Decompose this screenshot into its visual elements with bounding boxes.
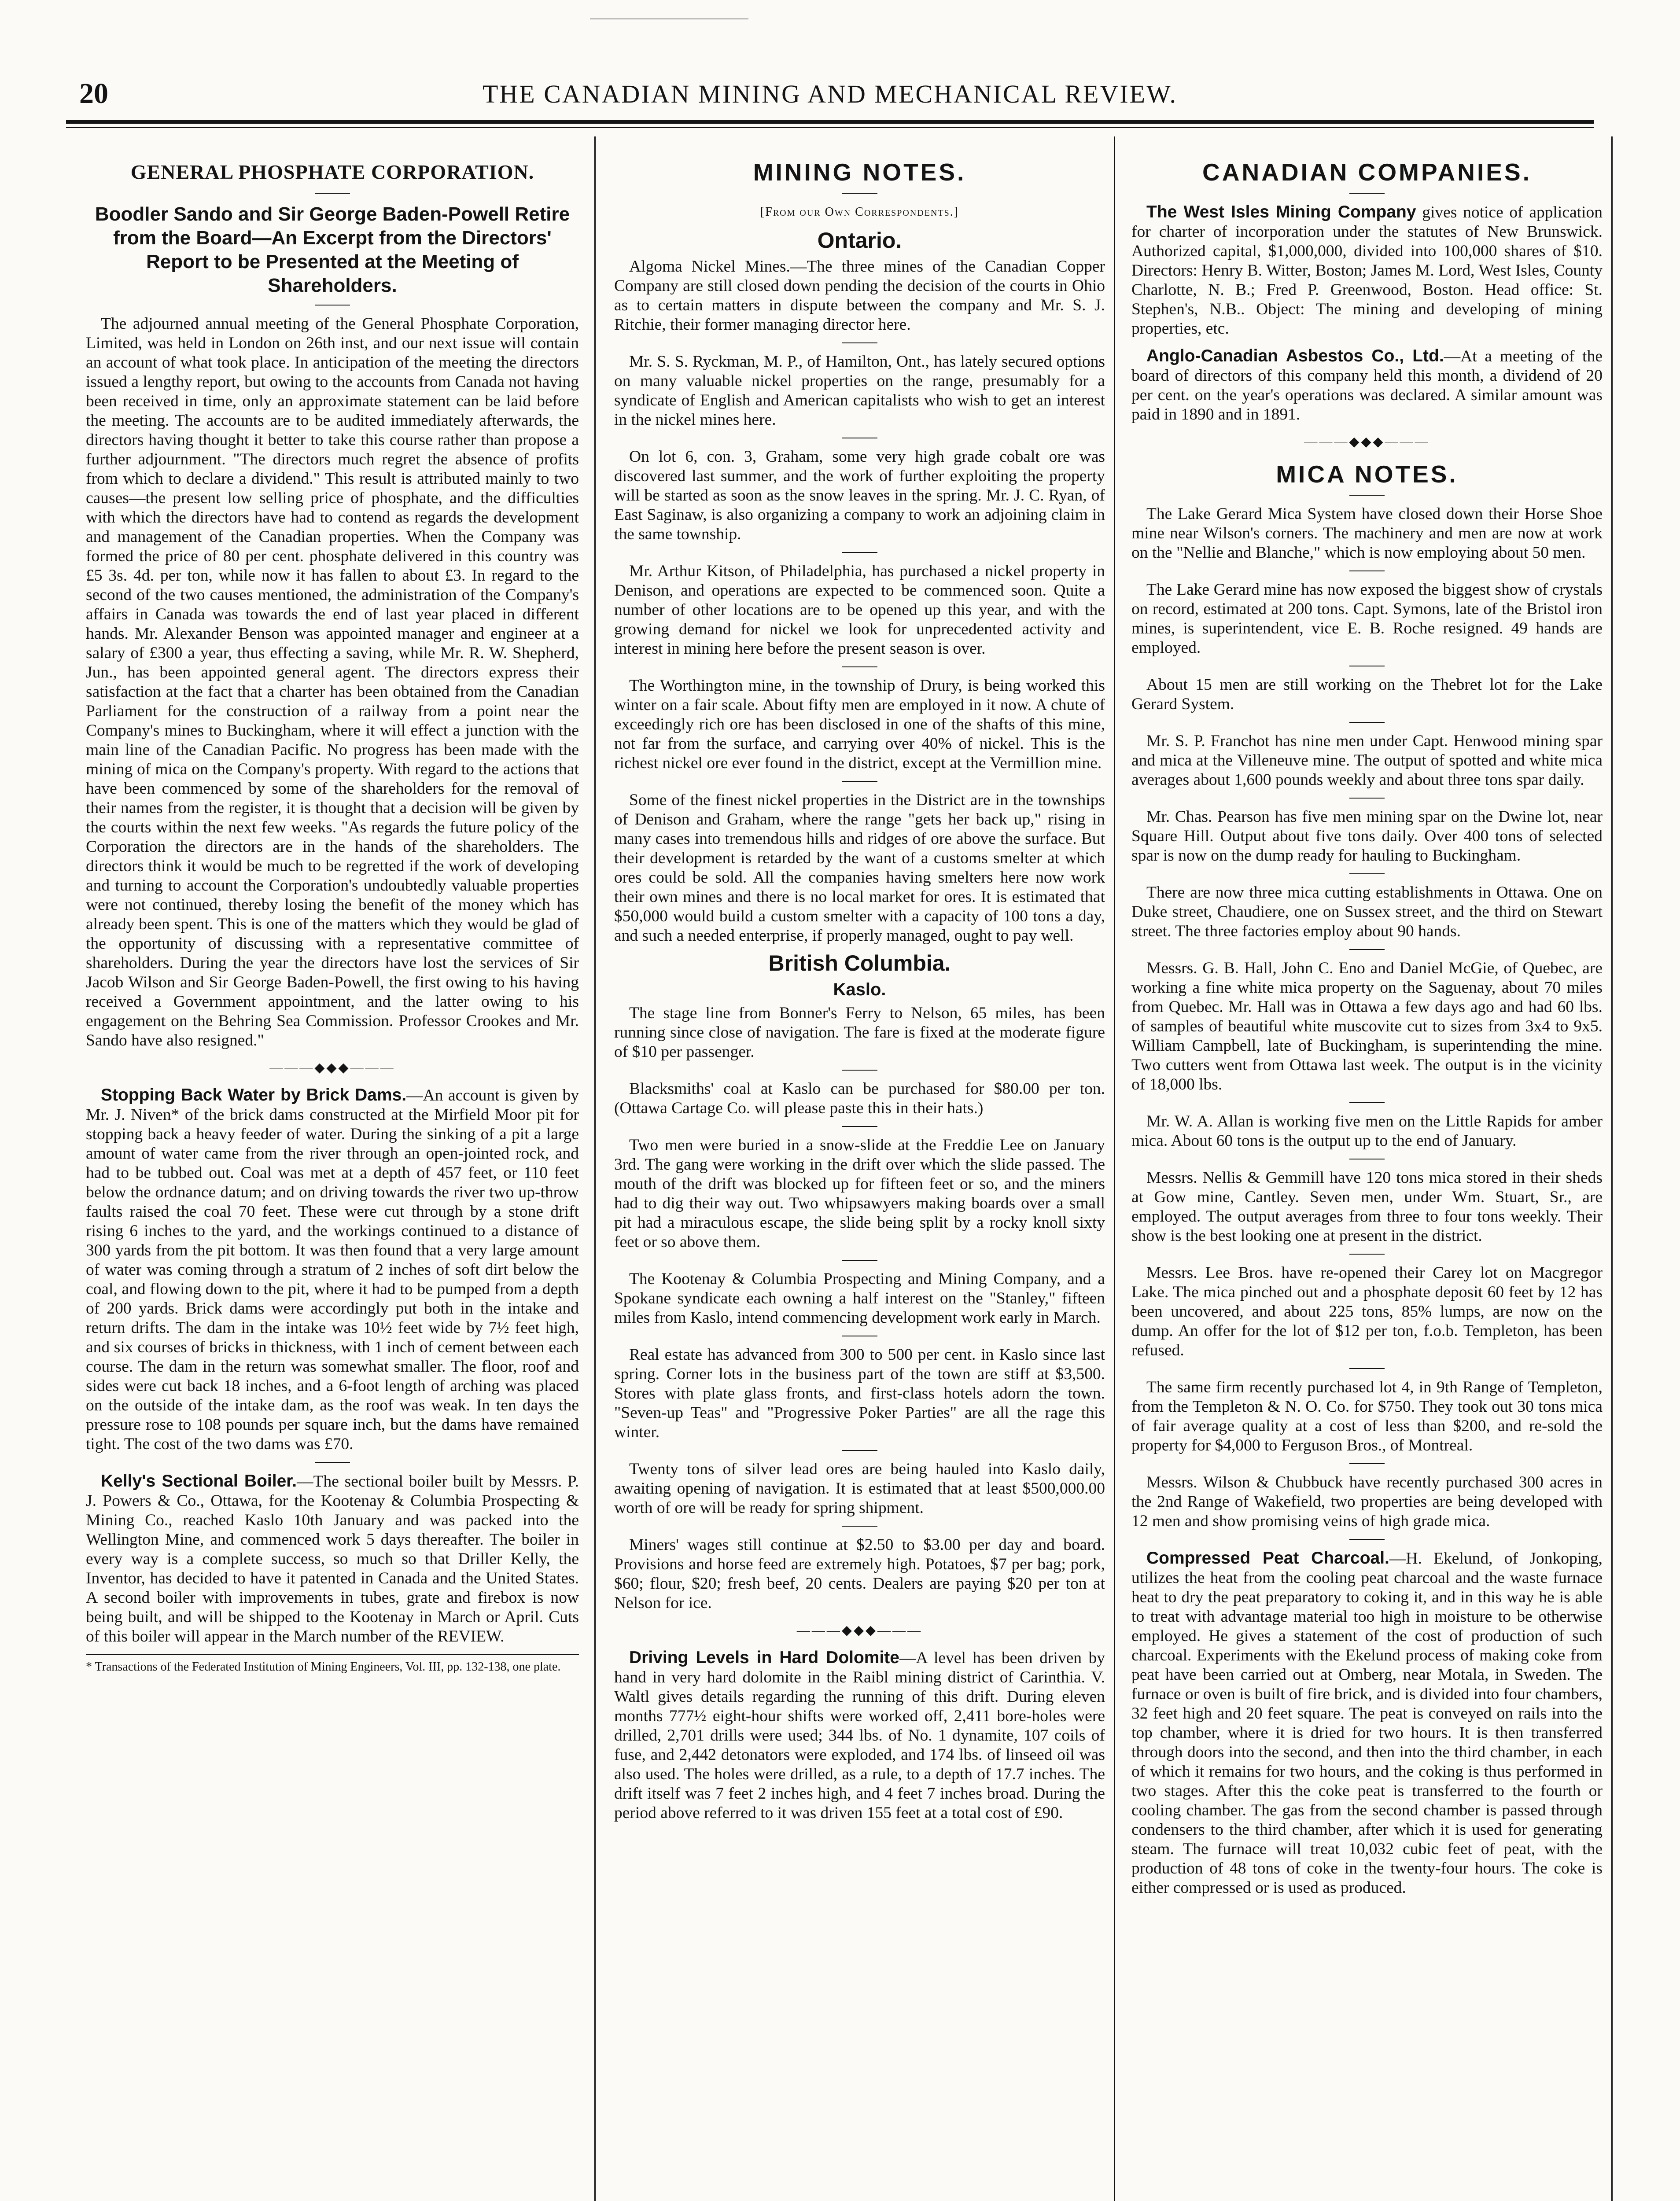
short-rule	[842, 552, 877, 553]
short-rule	[842, 1526, 877, 1527]
news-item: Mr. Arthur Kitson, of Philadelphia, has purchased a nickel property in Denison, and operations are expected to be commenced soon. Quite a number of other locations are to be opened up this year, and with the growing demand for nickel we look for unprecedented activity and interest in mining here before the present season is over.	[614, 562, 1105, 658]
company-notice: Anglo-Canadian Asbestos Co., Ltd.—At a meeting of the board of directors of this company held this month, a dividend of 20 per cent. on the year's operations was declared. A similar amount was paid in 1890 and in 1891.	[1131, 346, 1603, 423]
news-item: Miners' wages still continue at $2.50 to $3.00 per day and board. Provisions and horse feed are extremely high. Potatoes, $7 per bag; pork, $60; flour, $20; fresh beef, 20 cents. Dealers are paying $20 per ton at Nelson for ice.	[614, 1536, 1105, 1612]
news-item: Mr. S. P. Franchot has nine men under Capt. Henwood mining spar and mica at the Villeneuve mine. The output of spotted and white mica averages about 1,600 pounds weekly and about three tons spar daily.	[1131, 732, 1603, 789]
news-item: Messrs. Nellis & Gemmill have 120 tons mica stored in their sheds at Gow mine, Cantley. Seven men, under Wm. Stuart, Sr., are employed. The output averages from three to four tons weekly. Their show is the best looking one at present in the district.	[1131, 1169, 1603, 1245]
column-middle	[614, 150, 1105, 1831]
article-lead: Driving Levels in Hard Dolomite	[629, 1648, 899, 1667]
news-item: The Lake Gerard Mica System have closed down their Horse Shoe mine near Wilson's corners. The machinery and men are now at work on the "Nellie and Blanche," which is now employing about 50 men.	[1131, 505, 1603, 562]
column-divider	[1114, 136, 1115, 2201]
journal-title: THE CANADIAN MINING AND MECHANICAL REVIEW.	[482, 80, 1178, 108]
company-name: The West Isles Mining Company	[1146, 202, 1416, 221]
column-left	[86, 150, 579, 1675]
page-number: 20	[79, 77, 108, 110]
short-rule	[842, 1070, 877, 1071]
short-rule	[842, 1450, 877, 1451]
section-heading: MINING NOTES.	[753, 158, 966, 186]
news-item: Some of the finest nickel properties in the District are in the townships of Denison and Graham, where the range "gets her back up," rising in many cases into tremendous hills and ridges of ore above the surface. But their development is retarded by the want of a customs smelter at which ores could be sold. All the companies having smelters here now work their own mines and there is no local market for ores. It is estimated that $50,000 would build a custom smelter with a capacity of 100 tons a day, and such a needed enterprise, if properly managed, ought to pay well.	[614, 791, 1105, 945]
short-rule	[1349, 495, 1385, 496]
news-item: Mr. W. A. Allan is working five men on the Little Rapids for amber mica. About 60 tons is the output up to the end of January.	[1131, 1112, 1603, 1150]
short-rule	[1349, 1254, 1385, 1255]
short-rule	[1349, 1368, 1385, 1369]
news-item: Two men were buried in a snow-slide at the Freddie Lee on January 3rd. The gang were working in the drift over which the slide passed. The mouth of the drift was blocked up for fifteen feet or so, and the miners had to dig their way out. Two whipsawyers making boards over a small pit had a miraculous escape, the slide being split by a rocky knoll sixty feet or so above them.	[614, 1136, 1105, 1251]
subregion-heading: Kaslo.	[833, 980, 886, 999]
news-item: Twenty tons of silver lead ores are being hauled into Kaslo daily, awaiting opening of navigation. It is estimated that at least $500,000.00 worth of ore will be ready for spring shipment.	[614, 1460, 1105, 1517]
company-notice: The West Isles Mining Company gives notice of application for charter of incorporation under the statutes of New Brunswick. Authorized capital, $1,000,000, divided into 100,000 shares of $10. Directors: Henry B. Witter, Boston; James M. Lord, West Isles, County Charlotte, N. B.; Fred P. Greenwood, Boston. Head office: St. Stephen's, N.B.. Object: The mining and developing of mining properties, etc.	[1131, 202, 1603, 338]
short-rule	[1349, 1463, 1385, 1464]
scan-edge-mark	[590, 8, 748, 19]
news-item: Messrs. Lee Bros. have re-opened their Carey lot on Macgregor Lake. The mica pinched out and a phosphate deposit 60 feet by 12 has been uncovered, and about 225 tons, 85% lumps, are now on the dump. An offer for the lot of $12 per ton, f.o.b. Templeton, has been refused.	[1131, 1264, 1603, 1359]
article-lead: Kelly's Sectional Boiler.	[101, 1472, 297, 1491]
region-heading: British Columbia.	[768, 951, 951, 975]
article-body: The adjourned annual meeting of the General Phosphate Corporation, Limited, was held in London on 26th inst, and our next issue will contain an account of what took place. In anticipation of the meeting the directors issued a lengthy report, but owing to the accounts from Canada not having been received in time, only an approximate statement can be laid before the meeting. The accounts are to be audited immediately afterwards, the directors having thought it better to take this course rather than propose a further adjournment. "The directors much regret the absence of profits from which to declare a dividend." This result is attributed mainly to two causes—the present low selling price of phosphate, and the difficulties with which the directors have had to contend as regards the development and management of the Canadian properties. When the Company was formed the price of 80 per cent. phosphate delivered in this country was £5 3s. 4d. per ton, while now it has fallen to about £3. In regard to the second of the two causes mentioned, the administration of the Company's affairs in Canada was towards the end of last year placed in different hands. Mr. Alexander Benson was appointed manager and engineer at a salary of £300 a year, thus effecting a saving, while Mr. R. W. Shepherd, Jun., has been appointed general agent. The directors express their satisfaction at the fact that a charter has been obtained from the Canadian Parliament for the construction of a railway from a point near the Company's mines to Buckingham, where it will effect a junction with the main line of the Canadian Pacific. No progress has been made with the mining of mica on the Company's property. With regard to the actions that have been commenced by some of the shareholders for the removal of their names from the register, it is thought that a decision will be given by the courts within the next few weeks. "As regards the future policy of the Corporation the directors are in the hands of the shareholders. The directors think it would be much to be regretted if the work of developing and turning to account the Corporation's undoubtedly valuable properties were not continued, thereby losing the benefit of the money which has already been spent. This is one of the matters which they would be glad of the opportunity of discussing with a representative committee of shareholders. During the year the directors have lost the services of Sir Jacob Wilson and Sir George Baden-Powell, the first owing to his having received a Government appointment, and the latter owing to his engagement on the Behring Sea Commission. Professor Crookes and Mr. Sando have also resigned."	[86, 315, 579, 1049]
column-divider	[594, 136, 596, 2201]
article-paragraph: Kelly's Sectional Boiler.—The sectional boiler built by Messrs. P. J. Powers & Co., Ottawa, for the Kootenay & Columbia Prospecting & Mining Co., reached Kaslo 10th January and was packed into the Wellington Mine, and commenced work 5 days thereafter. The boiler in every way is a complete success, so much so that Driller Kelly, the Inventor, has decided to have it patented in Canada and the United States. A second boiler with improvements in tubes, grate and firebox is now being built, and will be shipped to the Kootenay in March or April. Cuts of this boiler will appear in the March number of the REVIEW.	[86, 1472, 579, 1645]
section-ornament: ———◆◆◆———	[1304, 434, 1430, 449]
company-name: Anglo-Canadian Asbestos Co., Ltd.	[1146, 346, 1444, 365]
news-item: The Lake Gerard mine has now exposed the biggest show of crystals on record, estimated at 200 tons. Capt. Symons, late of the Bristol iron mines, is superintendent, vice E. B. Roche resigned. 49 hands are employed.	[1131, 581, 1603, 657]
short-rule	[842, 1126, 877, 1127]
short-rule	[1349, 1539, 1385, 1540]
article-heading: GENERAL PHOSPHATE CORPORATION.	[130, 161, 534, 183]
short-rule	[842, 193, 877, 194]
short-rule	[1349, 798, 1385, 799]
news-item: There are now three mica cutting establishments in Ottawa. One on Duke street, Chaudiere, one on Sussex street, and the third on Stewart street. The three factories employ about 90 hands.	[1131, 883, 1603, 940]
article-lead: Stopping Back Water by Brick Dams.	[101, 1086, 407, 1104]
short-rule	[1349, 1102, 1385, 1103]
region-heading: Ontario.	[817, 228, 902, 253]
short-rule	[842, 781, 877, 782]
news-item: Algoma Nickel Mines.—The three mines of the Canadian Copper Company are still closed down pending the decision of the courts in Ohio as to certain matters in dispute between the company and Mr. S. J. Ritchie, their former managing director here.	[614, 258, 1105, 334]
short-rule	[1349, 949, 1385, 950]
news-item: About 15 men are still working on the Thebret lot for the Lake Gerard System.	[1131, 676, 1603, 713]
section-ornament: ———◆◆◆———	[796, 1623, 923, 1638]
news-item: Mr. Chas. Pearson has five men mining spar on the Dwine lot, near Square Hill. Output about five tons daily. Over 400 tons of selected spar is now on the dump ready for hauling to Buckingham.	[1131, 808, 1603, 865]
news-item: Messrs. Wilson & Chubbuck have recently purchased 300 acres in the 2nd Range of Wakefield, two properties are being developed with 12 men and show promising veins of high grade mica.	[1131, 1473, 1603, 1530]
header-rule-thin	[66, 127, 1594, 128]
short-rule	[315, 193, 350, 194]
short-rule	[842, 666, 877, 667]
article-paragraph: Stopping Back Water by Brick Dams.—An account is given by Mr. J. Niven* of the brick dams constructed at the Mirfield Moor pit for stopping back a heavy feeder of water. During the sinking of a pit a large amount of water came from the river through an open-jointed rock, and had to be tubbed out. Coal was met at a depth of 457 feet, or 110 feet below the ordnance datum; and on driving towards the river two up-throw faults raised the coal 70 feet. These were cut through by a stone drift rising 6 inches to the yard, and the workings continued to a distance of 300 yards from the pit bottom. It was then found that a very large amount of water was coming through a stratum of 2 inches of soft dirt below the coal, and flowing down to the pit, where it had to be pumped from a depth of 200 yards. Brick dams were accordingly put both in the intake and return drifts. The dam in the intake was 10½ feet wide by 7½ feet high, and six courses of bricks in thickness, with 1 inch of cement between each course. The dam in the return was somewhat smaller. The floor, roof and sides were cut back 18 inches, and a 6-foot length of arching was placed on the outside of the intake dam, as the roof was weak. In ten days the pressure rose to 108 pounds per square inch, but the dams have remained tight. The cost of the two dams was £70.	[86, 1086, 579, 1453]
news-item: On lot 6, con. 3, Graham, some very high grade cobalt ore was discovered last summer, and the work of further exploiting the property will be started as soon as the snow leaves in the spring. Mr. J. C. Ryan, of East Saginaw, is also organizing a company to work an adjoining claim in the same township.	[614, 448, 1105, 543]
news-item: The Worthington mine, in the township of Drury, is being worked this winter on a fair scale. About fifty men are employed in it now. A chute of exceedingly rich ore has been disclosed in one of the shafts of this mine, not far from the surface, and carrying over 40% of nickel. This is the richest nickel ore ever found in the district, except at the Vermillion mine.	[614, 677, 1105, 772]
news-item: The same firm recently purchased lot 4, in 9th Range of Templeton, from the Templeton & N. O. Co. for $750. They took out 30 tons mica of fair average quality at a cost of less than $200, and re-sold the property for $4,000 to Ferguson Bros., of Montreal.	[1131, 1378, 1603, 1454]
header-rule-thick	[66, 120, 1594, 124]
column-right	[1131, 150, 1603, 1906]
short-rule	[1349, 722, 1385, 723]
short-rule	[842, 342, 877, 343]
short-rule	[1349, 873, 1385, 874]
byline: [From our Own Correspondents.]	[760, 205, 959, 219]
news-item: Messrs. G. B. Hall, John C. Eno and Daniel McGie, of Quebec, are working a fine white mica property on the Saguenay, about 70 miles from Quebec. Mr. Hall was in Ottawa a few days ago and had 60 lbs. of samples of beautiful white muscovite cut to sizes from 3x4 to 9x5. William Campbell, late of Buckingham, is superintending the mine. Two cutters went from Ottawa last week. The output is in the vicinity of 18,000 lbs.	[1131, 959, 1603, 1093]
article-paragraph: Driving Levels in Hard Dolomite—A level has been driven by hand in very hard dolomite in the Raibl mining district of Carinthia. V. Waltl gives details regarding the running of this drift. During eleven months 777½ eight-hour shifts were worked off, 2,411 bore-holes were drilled, 2,701 drills were used; 344 lbs. of No. 1 dynamite, 107 coils of fuse, and 2,442 detonators were exploded, and 174 lbs. of linseed oil was also used. The holes were drilled, as a rule, to a depth of 17.7 inches. The drift itself was 7 feet 2 inches high, and 4 feet 7 inches broad. During the period above referred to it was driven 155 feet at a total cost of £90.	[614, 1648, 1105, 1822]
news-item: The Kootenay & Columbia Prospecting and Mining Company, and a Spokane syndicate each owning a half interest on the "Stanley," fifteen miles from Kaslo, intend commencing development work early in March.	[614, 1270, 1105, 1327]
news-item: Real estate has advanced from 300 to 500 per cent. in Kaslo since last spring. Corner lots in the business part of the town are stiff at $3,500. Stores with plate glass fronts, and first-class hotels adorn the town. "Seven-up Teas" and "Progressive Poker Parties" are all the rage this winter.	[614, 1346, 1105, 1441]
short-rule	[842, 1260, 877, 1261]
article-subheading: Boodler Sando and Sir George Baden-Powell Retire from the Board—An Excerpt from the Directors' Report to be Presented at the Meeting of Shareholders.	[95, 203, 570, 296]
news-item: The stage line from Bonner's Ferry to Nelson, 65 miles, has been running since close of navigation. The fare is fixed at the moderate figure of $10 per passenger.	[614, 1004, 1105, 1061]
short-rule	[1349, 193, 1385, 194]
page-edge-rule	[1611, 136, 1613, 2201]
section-ornament: ———◆◆◆———	[269, 1060, 395, 1075]
article-paragraph: Compressed Peat Charcoal.—H. Ekelund, of Jonkoping, utilizes the heat from the cooling peat charcoal and the waste furnace heat to dry the peat preparatory to coking it, and in this way he is able to treat with advantage material too high in moisture to be otherwise employed. He gives a statement of the cost of production of such charcoal. Experiments with the Ekelund process of making coke from peat have been carried out at Omberg, near Motala, in Sweden. The furnace or oven is built of fire brick, and is divided into four chambers, 32 feet high and 20 feet square. The peat is conveyed on rails into the top chamber, where it is dried for two hours. It is then transferred through doors into the second, and then into the third chamber, in each of which it remains for two hours, and the coking is thus performed in two stages. After this the coke peat is transferred to the fourth or cooling chamber. The gas from the second chamber is passed through condensers to the third chamber, after which it is used for generating steam. The furnace will treat 10,032 cubic feet of peat, with the production of 48 tons of coke in the twenty-four hours. The coke is either compressed or is used as produced.	[1131, 1549, 1603, 1897]
news-item: Blacksmiths' coal at Kaslo can be purchased for $80.00 per ton. (Ottawa Cartage Co. will please paste this in their hats.)	[614, 1080, 1105, 1117]
section-heading: CANADIAN COMPANIES.	[1202, 158, 1532, 186]
page-header	[66, 70, 1594, 119]
short-rule	[315, 1462, 350, 1463]
section-heading: MICA NOTES.	[1276, 460, 1458, 488]
footnote: * Transactions of the Federated Institution of Mining Engineers, Vol. III, pp. 132-138, one plate.	[86, 1654, 579, 1675]
article-lead: Compressed Peat Charcoal.	[1146, 1549, 1389, 1568]
news-item: Mr. S. S. Ryckman, M. P., of Hamilton, Ont., has lately secured options on many valuable nickel properties on the range, presumably for a syndicate of English and American capitalists who wish to get an interest in the nickel mines here.	[614, 353, 1105, 429]
short-rule	[1349, 570, 1385, 571]
